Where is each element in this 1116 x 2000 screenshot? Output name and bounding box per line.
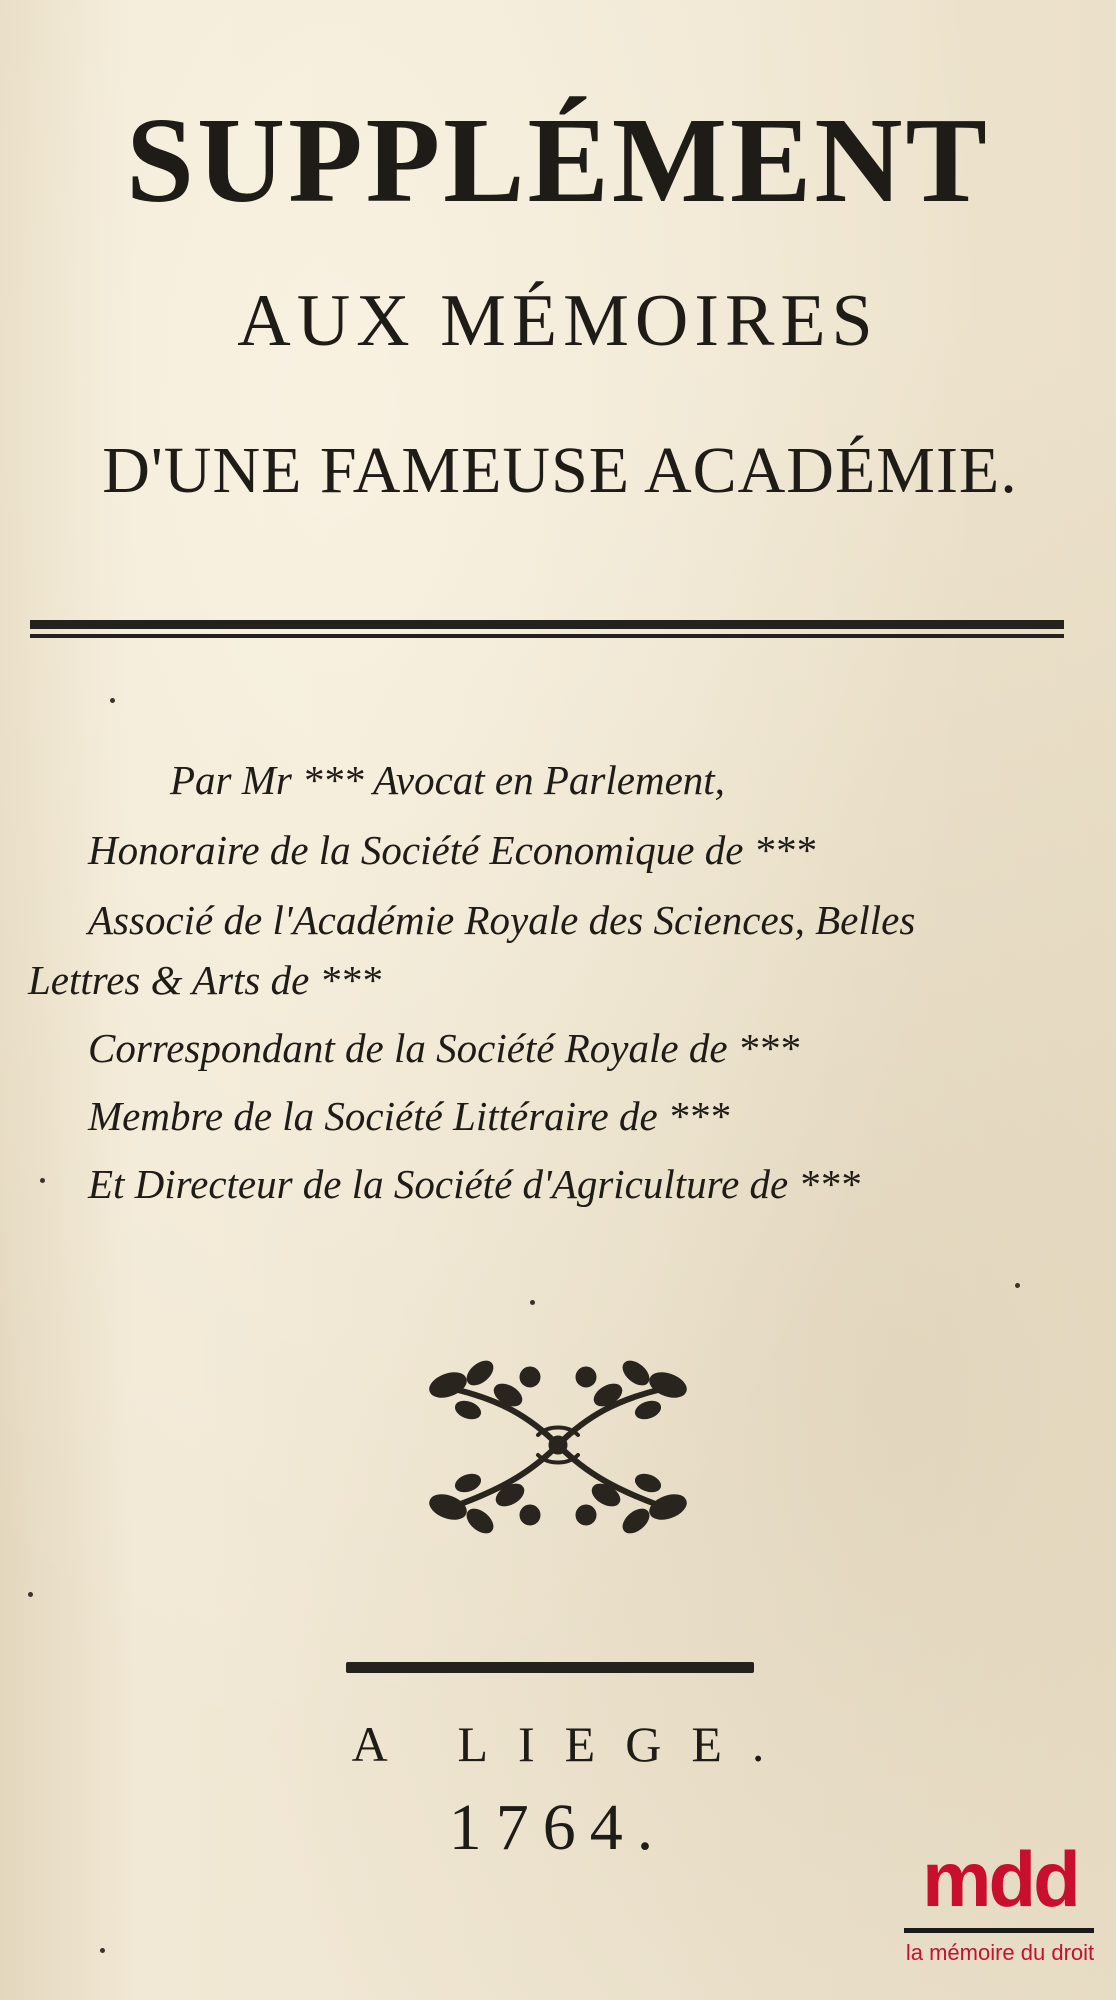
- author-line-5: Correspondant de la Société Royale de ***: [88, 1025, 800, 1071]
- rule-thick: [30, 620, 1064, 629]
- logo-tagline: la mémoire du droit: [905, 1940, 1095, 1965]
- author-line-6: Membre de la Société Littéraire de ***: [88, 1093, 730, 1139]
- single-rule-divider: [346, 1662, 754, 1673]
- logo-divider: [904, 1928, 1094, 1933]
- paper-speck: [530, 1300, 535, 1305]
- paper-speck: [110, 698, 115, 703]
- mdd-logo: [900, 1835, 1100, 1990]
- double-rule-divider: [30, 620, 1064, 642]
- floral-fleuron-icon: [418, 1355, 698, 1535]
- imprint-place: A LIEGE.: [351, 1716, 795, 1772]
- title-line-2: AUX MÉMOIRES: [237, 280, 879, 362]
- author-line-1: Par Mr *** Avocat en Parlement,: [170, 757, 725, 803]
- author-line-3: Associé de l'Académie Royale des Sciences, Belles: [88, 897, 916, 943]
- paper-speck: [1015, 1283, 1020, 1288]
- logo-wordmark: mdd: [922, 1835, 1078, 1923]
- title-line-1: SUPPLÉMENT: [126, 93, 990, 228]
- title-line-3: D'UNE FAMEUSE ACADÉMIE.: [102, 434, 1018, 507]
- imprint-year: 1764.: [448, 1791, 668, 1864]
- rule-thin: [30, 634, 1064, 638]
- paper-speck: [40, 1178, 45, 1183]
- author-line-4: Lettres & Arts de ***: [28, 957, 382, 1003]
- author-line-7: Et Directeur de la Société d'Agriculture de ***: [88, 1161, 860, 1207]
- paper-speck: [100, 1948, 105, 1953]
- author-line-2: Honoraire de la Société Economique de ***: [88, 827, 816, 873]
- paper-speck: [28, 1592, 33, 1597]
